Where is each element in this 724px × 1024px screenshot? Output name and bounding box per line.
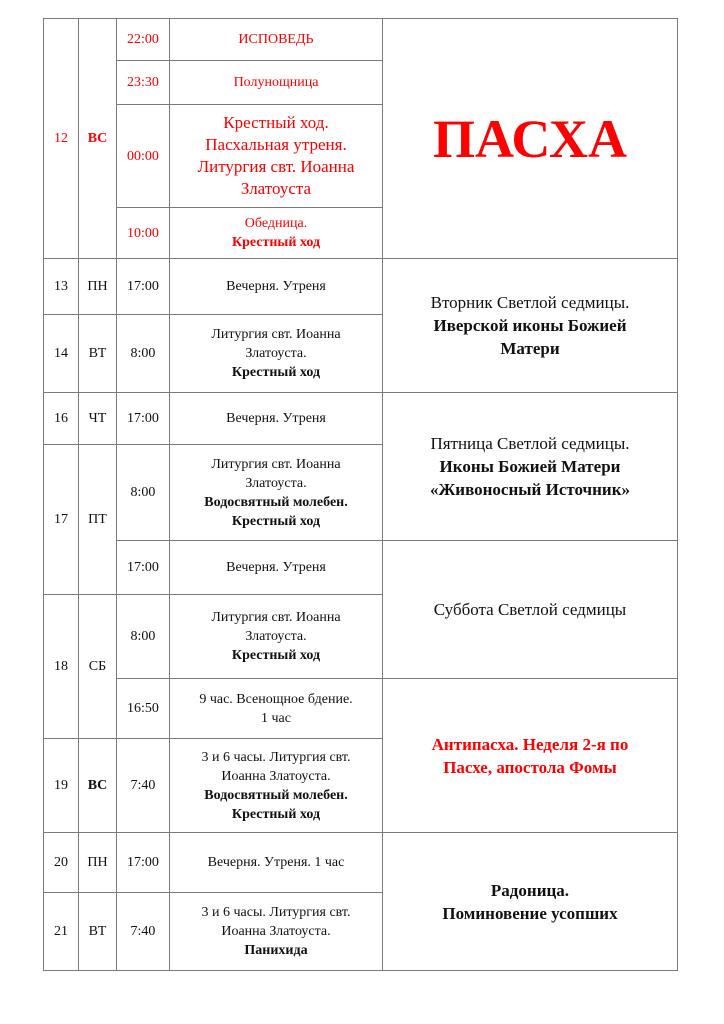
date: 21 (54, 924, 68, 939)
time: 23:30 (127, 75, 159, 90)
service-line: 3 и 6 часы. Литургия свт. (201, 905, 351, 920)
weekday-cell (78, 594, 117, 739)
time-cell (116, 540, 170, 595)
service-text: Вечерня. Утреня (226, 411, 326, 426)
feast-line-bold: Иконы Божией Матери (439, 457, 621, 476)
service-cell (169, 444, 383, 541)
date: 16 (54, 411, 68, 426)
weekday: ВТ (88, 346, 107, 361)
date-cell (43, 594, 79, 739)
service-cell (169, 60, 383, 105)
service-line-bold: Крестный ход (231, 806, 321, 822)
date: 13 (54, 279, 68, 294)
feast-cell (382, 540, 678, 679)
service-text: Вечерня. Утреня (226, 560, 326, 575)
time-cell (116, 892, 170, 971)
weekday: ЧТ (88, 411, 107, 426)
service-cell (169, 207, 383, 259)
service-cell (169, 594, 383, 679)
time: 17:00 (127, 560, 159, 575)
date-cell (43, 258, 79, 315)
service-line-bold: Водосвятный молебен. (204, 787, 348, 803)
service-line-bold: Водосвятный молебен. (204, 494, 348, 510)
weekday: ПН (87, 855, 108, 870)
weekday-cell (78, 314, 117, 393)
time-cell (116, 444, 170, 541)
time: 10:00 (127, 225, 159, 241)
service-line: Златоуста. (245, 346, 307, 361)
feast-cell (382, 392, 678, 541)
time: 17:00 (127, 855, 159, 870)
feast-title: ПАСХА (433, 108, 627, 169)
time: 17:00 (127, 411, 159, 426)
service-line-bold: Крестный ход (231, 235, 321, 250)
time-cell (116, 18, 170, 61)
service-cell (169, 104, 383, 208)
date: 20 (54, 855, 68, 870)
time-cell (116, 738, 170, 833)
feast-cell (382, 678, 678, 833)
time-cell (116, 258, 170, 315)
weekday: ВС (87, 131, 108, 146)
service-text: Полунощница (233, 75, 319, 90)
weekday-cell (78, 444, 117, 595)
time: 22:00 (127, 32, 159, 47)
date: 12 (54, 131, 68, 146)
feast-cell (382, 832, 678, 971)
service-cell (169, 892, 383, 971)
time-cell (116, 314, 170, 393)
weekday: ПН (87, 279, 108, 294)
feast-line-red: Антипасха. Неделя 2-я по (431, 734, 629, 754)
time: 8:00 (130, 629, 156, 644)
time: 7:40 (130, 778, 156, 793)
service-cell (169, 738, 383, 833)
weekday-cell (78, 392, 117, 445)
feast-line-bold: Иверской иконы Божией (433, 316, 627, 335)
feast-line: Пятница Светлой седмицы. (430, 434, 630, 453)
date-cell (43, 444, 79, 595)
service-line: Златоуста. (245, 475, 307, 491)
time: 17:00 (127, 279, 159, 294)
time: 8:00 (130, 485, 156, 500)
service-cell (169, 678, 383, 739)
service-cell (169, 18, 383, 61)
service-line: Обедница. (244, 216, 308, 231)
weekday-cell (78, 18, 117, 259)
service-line: Златоуста (240, 179, 312, 198)
weekday: ВС (87, 778, 108, 793)
service-cell (169, 258, 383, 315)
feast-line: Суббота Светлой седмицы (433, 600, 627, 619)
service-line-bold: Крестный ход (231, 648, 321, 663)
service-cell (169, 540, 383, 595)
time: 8:00 (130, 346, 156, 361)
time-cell (116, 832, 170, 893)
time-cell (116, 60, 170, 105)
service-line: Литургия свт. Иоанна (211, 456, 341, 472)
time-cell (116, 207, 170, 259)
date: 19 (54, 778, 68, 793)
service-line: Пасхальная утреня. (205, 135, 347, 154)
service-text: Вечерня. Утреня (226, 279, 326, 294)
date: 18 (54, 659, 68, 674)
feast-line-red: Пасхе, апостола Фомы (443, 757, 617, 777)
time-cell (116, 392, 170, 445)
feast-line: Вторник Светлой седмицы. (430, 293, 630, 312)
date: 14 (54, 346, 68, 361)
time: 16:50 (127, 701, 159, 716)
date: 17 (54, 512, 68, 527)
service-line: 3 и 6 часы. Литургия свт. (201, 749, 351, 765)
service-text: Вечерня. Утреня. 1 час (207, 855, 345, 870)
service-cell (169, 314, 383, 393)
weekday-cell (78, 832, 117, 893)
date-cell (43, 832, 79, 893)
service-line: Литургия свт. Иоанна (211, 327, 341, 342)
feast-line-bold: Радоница. (490, 880, 570, 900)
weekday: ВТ (88, 924, 107, 939)
service-cell (169, 392, 383, 445)
service-line: Иоанна Златоуста. (221, 924, 331, 939)
weekday-cell (78, 258, 117, 315)
date-cell (43, 392, 79, 445)
service-line-bold: Крестный ход (231, 365, 321, 380)
weekday-cell (78, 738, 117, 833)
feast-cell (382, 18, 678, 259)
date-cell (43, 892, 79, 971)
time-cell (116, 678, 170, 739)
time-cell (116, 594, 170, 679)
service-text: ИСПОВЕДЬ (238, 32, 314, 47)
time-cell (116, 104, 170, 208)
feast-line-bold: Матери (500, 339, 560, 358)
service-line: Крестный ход. (223, 113, 329, 132)
service-line: 1 час (261, 710, 291, 726)
service-line: Иоанна Златоуста. (221, 768, 331, 784)
feast-line-bold: Поминовение усопших (442, 903, 618, 923)
time: 7:40 (130, 924, 156, 939)
service-line: Литургия свт. Иоанна (197, 157, 355, 176)
service-line: 9 час. Всенощное бдение. (199, 691, 353, 707)
date-cell (43, 314, 79, 393)
feast-cell (382, 258, 678, 393)
date-cell (43, 738, 79, 833)
service-line-bold: Крестный ход (231, 513, 321, 529)
time: 00:00 (127, 148, 159, 164)
feast-line-bold: «Живоносный Источник» (429, 480, 631, 499)
weekday-cell (78, 892, 117, 971)
weekday: СБ (88, 659, 107, 674)
service-line-bold: Панихида (244, 943, 308, 958)
service-line: Литургия свт. Иоанна (211, 610, 341, 625)
date-cell (43, 18, 79, 259)
service-cell (169, 832, 383, 893)
service-line: Златоуста. (245, 629, 307, 644)
weekday: ПТ (88, 512, 107, 527)
